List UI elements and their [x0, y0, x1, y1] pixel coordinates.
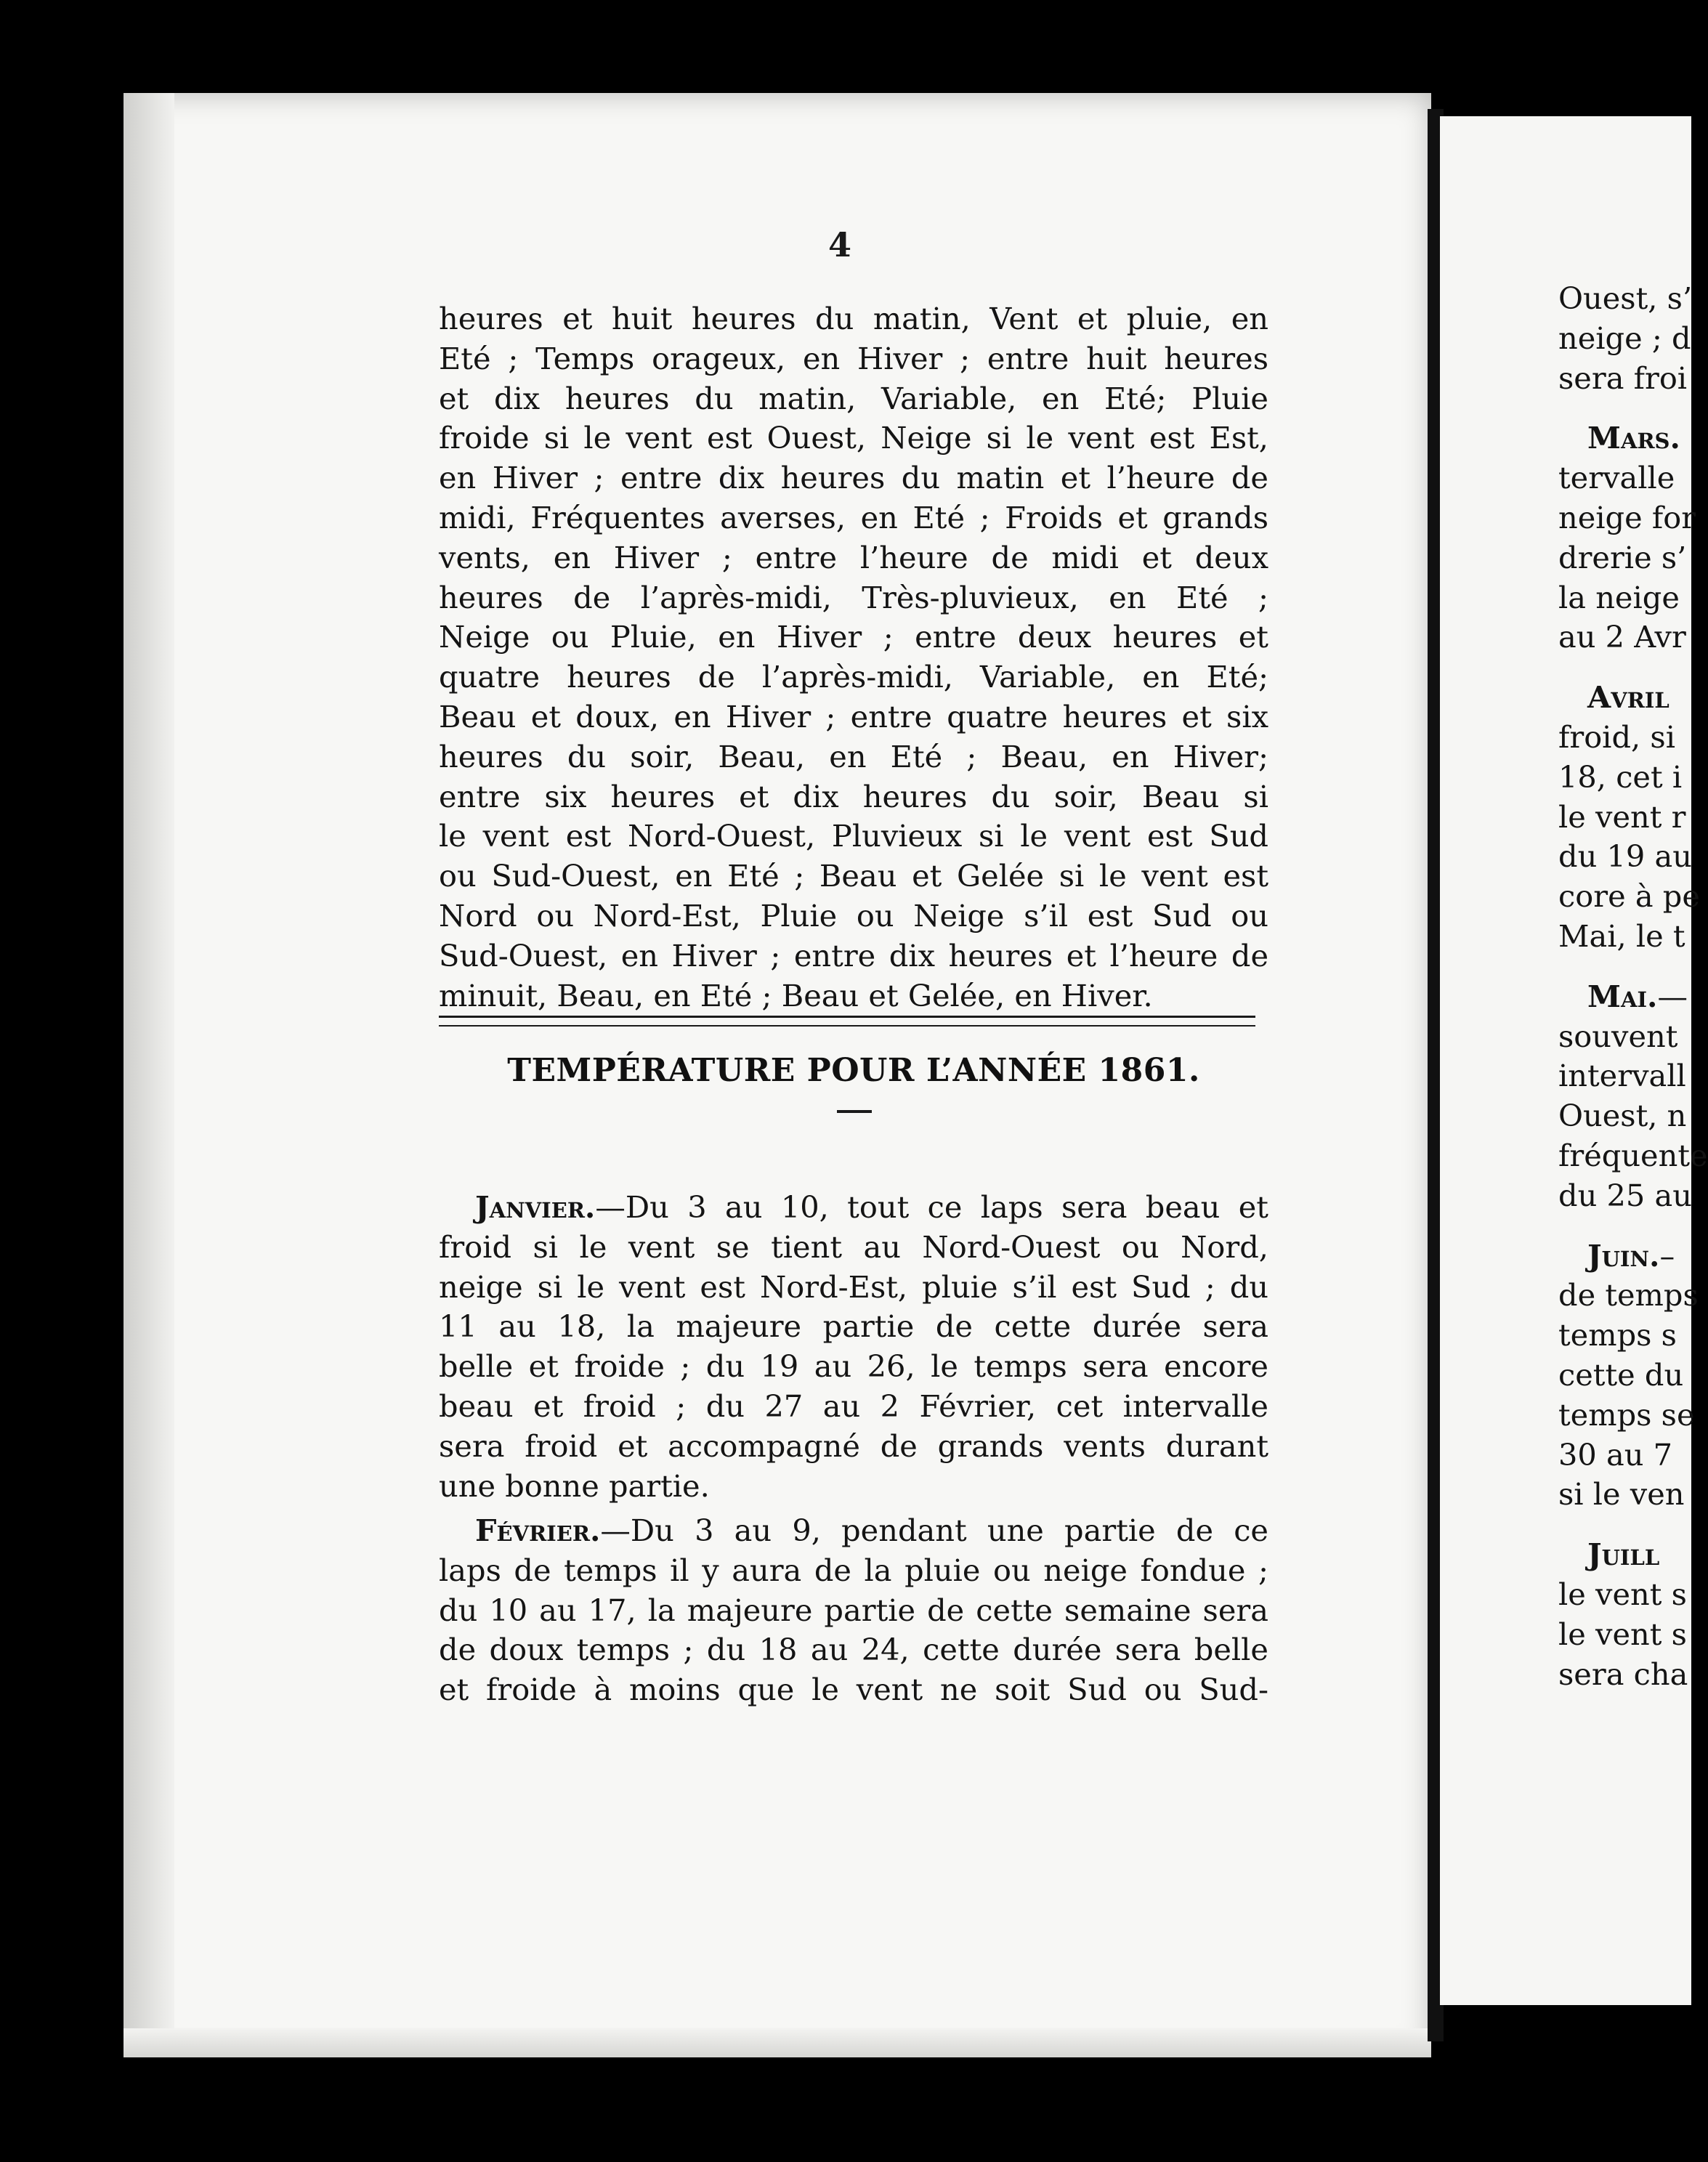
fragment-text: 18, cet i — [1558, 758, 1683, 795]
text-line: et dix heures du matin, Variable, en Eté; Pluie — [439, 380, 1268, 416]
text-line: Nord ou Nord-Est, Pluie ou Neige s’il est Sud ou — [439, 897, 1268, 934]
page-bottom-edge — [124, 2028, 1431, 2057]
text-line — [1558, 678, 1708, 718]
fragment-text: tervalle — [1558, 460, 1675, 496]
fragment-text: fréquente — [1558, 1137, 1708, 1173]
fragment-text: neige for — [1558, 499, 1696, 535]
title-dash — [837, 1110, 872, 1113]
line-gap — [1558, 657, 1708, 678]
text-line — [1558, 877, 1708, 917]
text-line — [1558, 1655, 1708, 1695]
month-text: —Du 3 au 10, tout ce laps sera beau et — [595, 1189, 1268, 1225]
text-line: sera froid et accompagné de grands vents durant — [439, 1428, 1268, 1464]
text-line: de doux temps ; du 18 au 24, cette durée sera belle — [439, 1632, 1268, 1668]
month-label: Mai. — [1587, 978, 1658, 1014]
text-line — [1558, 1236, 1708, 1276]
text-line: Eté ; Temps orageux, en Hiver ; entre huit heures — [439, 340, 1268, 376]
text-line — [1558, 458, 1708, 498]
fragment-text: 30 au 7 — [1558, 1436, 1673, 1473]
text-line: froide si le vent est Ouest, Neige si le vent est Est, — [439, 420, 1268, 456]
line-gap — [1558, 1216, 1708, 1236]
text-line: quatre heures de l’après-midi, Variable, en Eté; — [439, 659, 1268, 695]
paragraph-fevrier — [439, 1511, 1268, 1710]
fragment-text: intervall — [1558, 1058, 1686, 1094]
text-line — [439, 1511, 1268, 1551]
text-line — [1558, 538, 1708, 578]
fragment-text: Ouest, s’ — [1558, 280, 1693, 316]
text-line — [1558, 1136, 1708, 1176]
fragment-text: – — [1659, 1237, 1675, 1274]
page-number: 4 — [828, 225, 852, 264]
fragment-text: Ouest, n — [1558, 1098, 1687, 1134]
month-label: Février. — [475, 1513, 601, 1548]
paragraph-janvier — [439, 1188, 1268, 1506]
fragment-text: souvent — [1558, 1018, 1678, 1054]
fragment-text: sera cha — [1558, 1656, 1688, 1692]
fragment-text: sera froi — [1558, 360, 1688, 396]
text-line — [1558, 1356, 1708, 1396]
fragment-text: du 19 au — [1558, 838, 1692, 875]
line-gap — [1558, 957, 1708, 977]
text-line — [1558, 917, 1708, 957]
page-edge-shadow — [124, 93, 174, 2057]
text-line: belle et froide ; du 19 au 26, le temps sera encore — [439, 1348, 1268, 1385]
text-line — [1558, 498, 1708, 538]
text-line: neige si le vent est Nord-Est, pluie s’il est Sud ; du — [439, 1268, 1268, 1305]
month-label: Avril — [1587, 679, 1669, 716]
section-divider-rule — [439, 1016, 1255, 1027]
text-line: une bonne partie. — [439, 1467, 710, 1504]
text-line: minuit, Beau, en Eté ; Beau et Gelée, en Hiver. — [439, 977, 1153, 1013]
text-line: et froide à moins que le vent ne soit Sud ou Sud- — [439, 1672, 1268, 1708]
continued-paragraph — [439, 299, 1268, 1016]
month-text: —Du 3 au 9, pendant une partie de ce — [600, 1513, 1268, 1548]
right-page-text — [1558, 279, 1708, 1694]
text-line — [1558, 1436, 1708, 1475]
section-title: TEMPÉRATURE POUR L’ANNÉE 1861. — [507, 1052, 1200, 1089]
fragment-text: le vent s — [1558, 1616, 1687, 1652]
fragment-text: la neige — [1558, 579, 1680, 615]
fragment-text: temps se — [1558, 1396, 1695, 1433]
text-line: ou Sud-Ouest, en Eté ; Beau et Gelée si le vent est — [439, 858, 1268, 894]
text-line — [1558, 1056, 1708, 1096]
fragment-text: si le ven — [1558, 1476, 1685, 1513]
text-line — [1558, 758, 1708, 798]
text-line: froid si le vent se tient au Nord-Ouest ou Nord, — [439, 1228, 1268, 1265]
fragment-text: core à pe — [1558, 878, 1700, 915]
month-label: Janvier. — [475, 1189, 596, 1225]
text-line: en Hiver ; entre dix heures du matin et l’heure de — [439, 460, 1268, 496]
text-line — [1558, 1096, 1708, 1136]
fragment-text: le vent r — [1558, 798, 1686, 835]
text-line — [1558, 1276, 1708, 1316]
fragment-text: froid, si — [1558, 718, 1675, 755]
line-gap — [1558, 398, 1708, 418]
fragment-text: de temps — [1558, 1277, 1699, 1313]
line-gap — [1558, 1515, 1708, 1535]
text-line: Sud-Ouest, en Hiver ; entre dix heures et l’heure de — [439, 937, 1268, 973]
text-line: entre six heures et dix heures du soir, Beau si — [439, 778, 1268, 814]
fragment-text: cette du — [1558, 1356, 1684, 1393]
text-line — [1558, 319, 1708, 359]
fragment-text: — — [1657, 978, 1688, 1014]
text-line: beau et froid ; du 27 au 2 Février, cet intervalle — [439, 1388, 1268, 1424]
text-line: 11 au 18, la majeure partie de cette durée sera — [439, 1308, 1268, 1345]
text-line — [1558, 1316, 1708, 1356]
text-line — [1558, 977, 1708, 1017]
text-line — [1558, 618, 1708, 657]
fragment-text: le vent s — [1558, 1576, 1687, 1612]
text-line: Beau et doux, en Hiver ; entre quatre heures et six — [439, 698, 1268, 734]
text-line — [1558, 359, 1708, 399]
text-line — [1558, 718, 1708, 758]
text-line: heures de l’après-midi, Très-pluvieux, en Eté ; — [439, 579, 1268, 615]
text-line: midi, Fréquentes averses, en Eté ; Froids et grands — [439, 499, 1268, 535]
text-line: heures du soir, Beau, en Eté ; Beau, en Hiver; — [439, 738, 1268, 774]
fragment-text: drerie s’ — [1558, 539, 1687, 575]
text-line — [1558, 837, 1708, 877]
fragment-text: neige ; d — [1558, 320, 1691, 356]
text-line — [1558, 1017, 1708, 1057]
fragment-text: du 25 au — [1558, 1177, 1692, 1213]
text-line: le vent est Nord-Ouest, Pluvieux si le vent est Sud — [439, 818, 1268, 854]
text-line: heures et huit heures du matin, Vent et pluie, en — [439, 301, 1268, 336]
month-label: Juin. — [1587, 1237, 1660, 1274]
text-line — [1558, 1176, 1708, 1216]
text-line — [1558, 1615, 1708, 1655]
text-line — [1558, 1535, 1708, 1575]
month-label: Juill — [1587, 1537, 1660, 1573]
text-line: Neige ou Pluie, en Hiver ; entre deux heures et — [439, 619, 1268, 655]
text-line — [1558, 418, 1708, 458]
text-line — [439, 1188, 1268, 1228]
text-line: vents, en Hiver ; entre l’heure de midi et deux — [439, 539, 1268, 575]
text-line — [1558, 279, 1708, 319]
text-line — [1558, 1396, 1708, 1436]
text-line — [1558, 1575, 1708, 1615]
month-label: Mars. — [1587, 420, 1680, 456]
text-line: du 10 au 17, la majeure partie de cette semaine sera — [439, 1592, 1268, 1628]
text-line — [1558, 798, 1708, 838]
fragment-text: Mai, le t — [1558, 918, 1685, 954]
fragment-text: temps s — [1558, 1317, 1677, 1353]
text-line: laps de temps il y aura de la pluie ou neige fondue ; — [439, 1552, 1268, 1588]
fragment-text: au 2 Avr — [1558, 619, 1686, 655]
text-line — [1558, 578, 1708, 618]
text-line — [1558, 1475, 1708, 1515]
